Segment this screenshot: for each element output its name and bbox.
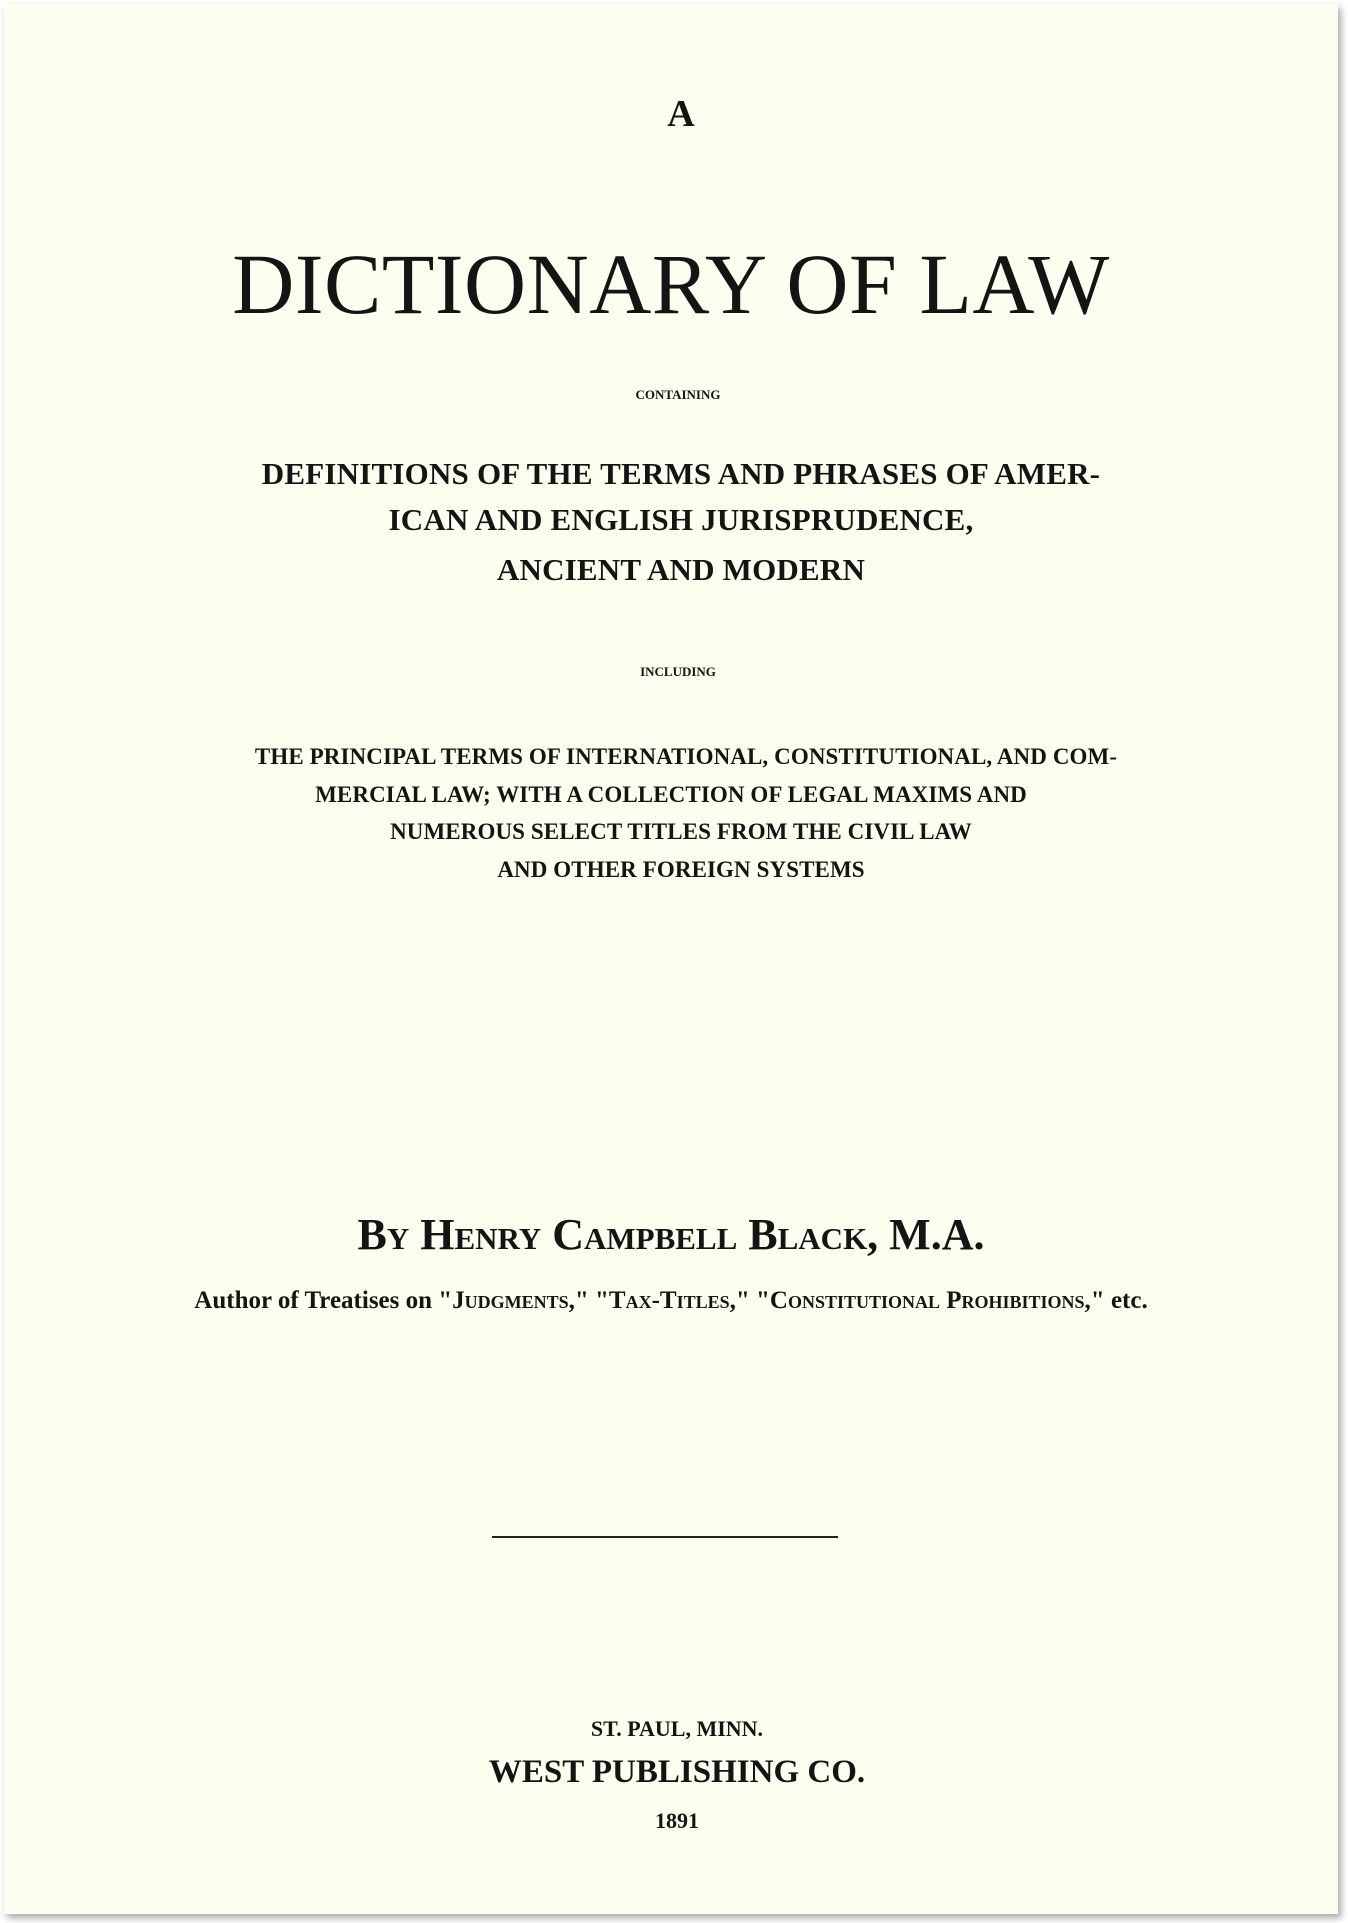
- definitions-line-1: DEFINITIONS OF THE TERMS AND PHRASES OF AMER-: [261, 456, 1101, 491]
- including-label: INCLUDING: [640, 664, 716, 679]
- principal-line-4: AND OTHER FOREIGN SYSTEMS: [497, 857, 865, 882]
- principal-line-3: NUMEROUS SELECT TITLES FROM THE CIVIL LAW: [390, 819, 972, 844]
- title-article: A: [667, 93, 695, 135]
- divider-rule: [492, 1536, 838, 1538]
- book-title: DICTIONARY OF LAW: [232, 236, 1110, 332]
- containing-label: CONTAINING: [635, 387, 721, 402]
- definitions-line-3: ANCIENT AND MODERN: [496, 552, 866, 587]
- author-line: By Henry Campbell Black, M.A.: [357, 1210, 985, 1259]
- treatises-suffix: etc.: [1104, 1287, 1148, 1314]
- definitions-line-2: ICAN AND ENGLISH JURISPRUDENCE,: [388, 502, 974, 537]
- principal-line-1: THE PRINCIPAL TERMS OF INTERNATIONAL, CONSTITUTIONAL, AND COM-: [254, 744, 1118, 769]
- treatises-line: [4, 1287, 1338, 1315]
- treatises-prefix: Author of Treatises on: [194, 1287, 439, 1314]
- publisher-name: WEST PUBLISHING CO.: [488, 1754, 866, 1790]
- principal-line-2: MERCIAL LAW; WITH A COLLECTION OF LEGAL MAXIMS AND: [315, 782, 1027, 807]
- treatises-works: "Judgments," "Tax-Titles," "Constitutional Prohibitions,": [438, 1287, 1105, 1314]
- publication-place: ST. PAUL, MINN.: [590, 1716, 764, 1741]
- publication-year: 1891: [655, 1808, 699, 1833]
- title-page: [4, 4, 1338, 1914]
